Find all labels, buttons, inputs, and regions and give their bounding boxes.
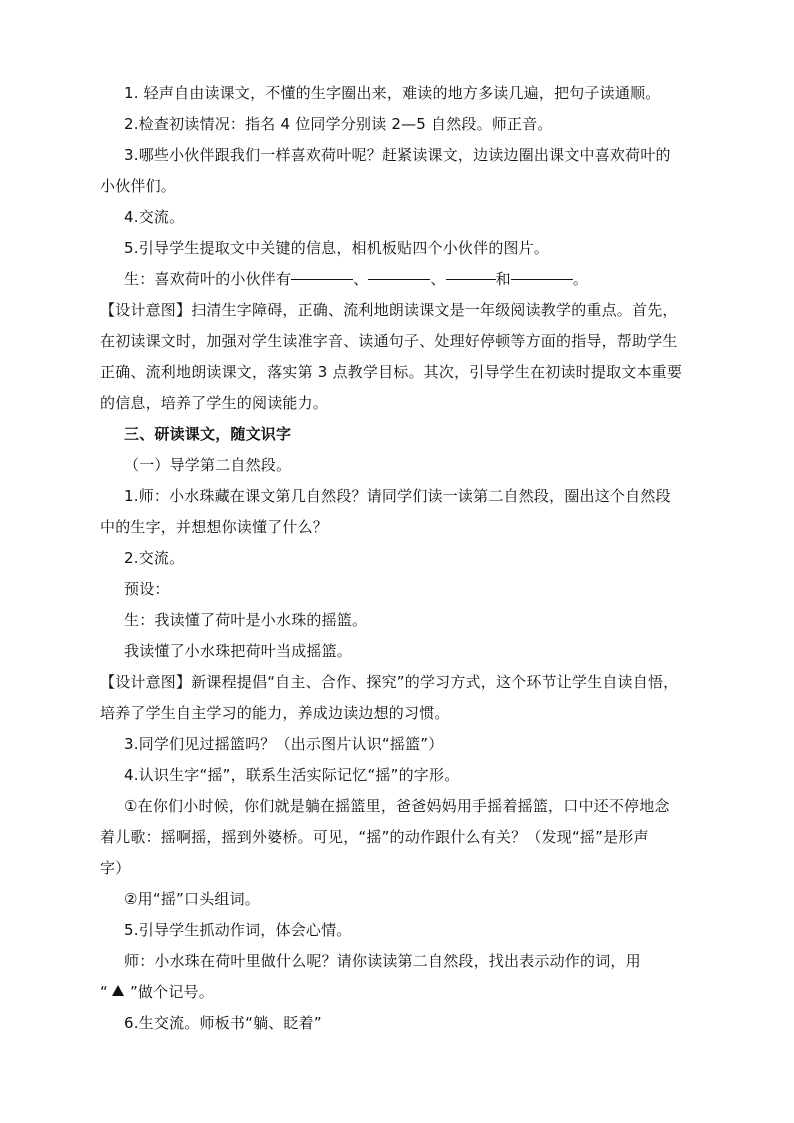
student-answer-1-text: 生：我读懂了荷叶是小水珠的摇篮。 bbox=[124, 611, 368, 629]
design-intent-2-text-b: 培养了学生自主学习的能力，养成边读边想的习惯。 bbox=[100, 704, 450, 722]
design-intent-2-line-2 bbox=[100, 698, 700, 729]
section-3-heading bbox=[124, 419, 700, 450]
step-4-paragraph bbox=[124, 202, 700, 233]
step-3-line-2: 小伙伴们。 bbox=[100, 177, 177, 195]
sub-step-4-text: 4.认识生字“摇”，联系生活实际记忆“摇”的字形。 bbox=[124, 766, 460, 784]
design-intent-1-text-a: 【设计意图】扫清生字障碍，正确、流利地朗读课文是一年级阅读教学的重点。首先， bbox=[100, 301, 678, 319]
circle-1-paragraph-cont bbox=[100, 822, 700, 853]
circle-2-text: ②用“摇”口头组词。 bbox=[124, 890, 260, 908]
student-answer-2-text: 我读懂了小水珠把荷叶当成摇篮。 bbox=[124, 642, 353, 660]
sub-step-3-text: 3.同学们见过摇篮吗？（出示图片认识“摇篮”） bbox=[124, 735, 444, 753]
design-intent-1-line-4 bbox=[100, 388, 700, 419]
step-4-text: 4.交流。 bbox=[124, 208, 185, 226]
circle-1-line-1: ①在你们小时候，你们就是躺在摇篮里，爸爸妈妈用手摇着摇篮，口中还不停地念 bbox=[124, 797, 670, 815]
student-fill-in-paragraph bbox=[124, 264, 700, 295]
design-intent-1-text-c: 正确、流利地朗读课文，落实第 3 点教学目标。其次，引导学生在初读时提取文本重要 bbox=[100, 363, 683, 381]
design-intent-1-text-d: 的信息，培养了学生的阅读能力。 bbox=[100, 394, 329, 412]
sub-step-6-paragraph bbox=[124, 1008, 700, 1039]
step-3-paragraph-cont bbox=[100, 171, 700, 202]
teacher-question-paragraph-cont bbox=[100, 977, 700, 1008]
design-intent-1-text-b: 在初读课文时，加强对学生读准字音、读通句子、处理好停顿等方面的指导，帮助学生 bbox=[100, 332, 678, 350]
preset-label bbox=[124, 574, 700, 605]
subsection-1-heading bbox=[124, 450, 700, 481]
fill-blank-2 bbox=[368, 266, 430, 280]
separator-1: 、 bbox=[353, 270, 369, 288]
preset-text: 预设： bbox=[124, 580, 170, 598]
sub-step-4-paragraph bbox=[124, 760, 700, 791]
fill-blank-1 bbox=[291, 266, 353, 280]
section-3-title: 三、研读课文，随文识字 bbox=[124, 425, 292, 443]
sub-step-5-text: 5.引导学生抓动作词，体会心情。 bbox=[124, 921, 352, 939]
sub-step-1-paragraph bbox=[124, 481, 700, 512]
teacher-question-paragraph bbox=[124, 946, 700, 977]
step-3-line-1: 3.哪些小伙伴跟我们一样喜欢荷叶呢？赶紧读课文，边读边圈出课文中喜欢荷叶的 bbox=[124, 146, 671, 164]
teacher-question-line-1: 师：小水珠在荷叶里做什么呢？请你读读第二自然段，找出表示动作的词，用 bbox=[124, 952, 641, 970]
circle-1-paragraph bbox=[124, 791, 700, 822]
step-5-text: 5.引导学生提取文中关键的信息，相机板贴四个小伙伴的图片。 bbox=[124, 239, 550, 257]
student-answer-2 bbox=[124, 636, 700, 667]
step-1-paragraph bbox=[124, 78, 700, 109]
student-fill-in-prefix: 生：喜欢荷叶的小伙伴有 bbox=[124, 270, 292, 288]
and-word: 和 bbox=[495, 270, 511, 288]
triangle-mark-icon bbox=[112, 985, 124, 996]
sub-step-1-line-2: 中的生字，并想想你读懂了什么？ bbox=[100, 518, 329, 536]
step-1-text: 1. 轻声自由读课文，不懂的生字圈出来，难读的地方多读几遍，把句子读通顺。 bbox=[124, 84, 661, 102]
step-3-paragraph bbox=[124, 140, 700, 171]
separator-2: 、 bbox=[430, 270, 446, 288]
design-intent-2-line-1 bbox=[100, 667, 700, 698]
fill-blank-3 bbox=[446, 266, 496, 280]
design-intent-1-line-2 bbox=[100, 326, 700, 357]
quote-open: “ bbox=[100, 983, 108, 1001]
design-intent-2-text-a: 【设计意图】新课程提倡“自主、合作、探究”的学习方式，这个环节让学生自读自悟， bbox=[100, 673, 679, 691]
step-5-paragraph bbox=[124, 233, 700, 264]
circle-1-line-2: 着儿歌：摇啊摇，摇到外婆桥。可见，“摇”的动作跟什么有关？（发现“摇”是形声 bbox=[100, 828, 649, 846]
step-2-paragraph bbox=[124, 109, 700, 140]
sub-step-6-text: 6.生交流。师板书“躺、眨着” bbox=[124, 1014, 322, 1032]
sub-step-1-paragraph-cont bbox=[100, 512, 700, 543]
sub-step-2-text: 2.交流。 bbox=[124, 549, 185, 567]
student-answer-1 bbox=[124, 605, 700, 636]
sub-step-2-paragraph bbox=[124, 543, 700, 574]
lesson-plan-content bbox=[100, 78, 700, 1039]
design-intent-1-line-3 bbox=[100, 357, 700, 388]
circle-2-paragraph bbox=[124, 884, 700, 915]
fill-blank-4 bbox=[511, 266, 573, 280]
period: 。 bbox=[572, 270, 589, 288]
sub-step-5-paragraph bbox=[124, 915, 700, 946]
circle-1-paragraph-end bbox=[100, 853, 700, 884]
sub-step-3-paragraph bbox=[124, 729, 700, 760]
design-intent-1-line-1 bbox=[100, 295, 700, 326]
step-2-text: 2.检查初读情况：指名 4 位同学分别读 2—5 自然段。师正音。 bbox=[124, 115, 553, 133]
subsection-1-title: （一）导学第二自然段。 bbox=[124, 456, 292, 474]
circle-1-line-3: 字） bbox=[100, 859, 131, 877]
teacher-question-line-2-end: ”做个记号。 bbox=[124, 983, 214, 1001]
sub-step-1-line-1: 1.师：小水珠藏在课文第几自然段？请同学们读一读第二自然段，圈出这个自然段 bbox=[124, 487, 671, 505]
